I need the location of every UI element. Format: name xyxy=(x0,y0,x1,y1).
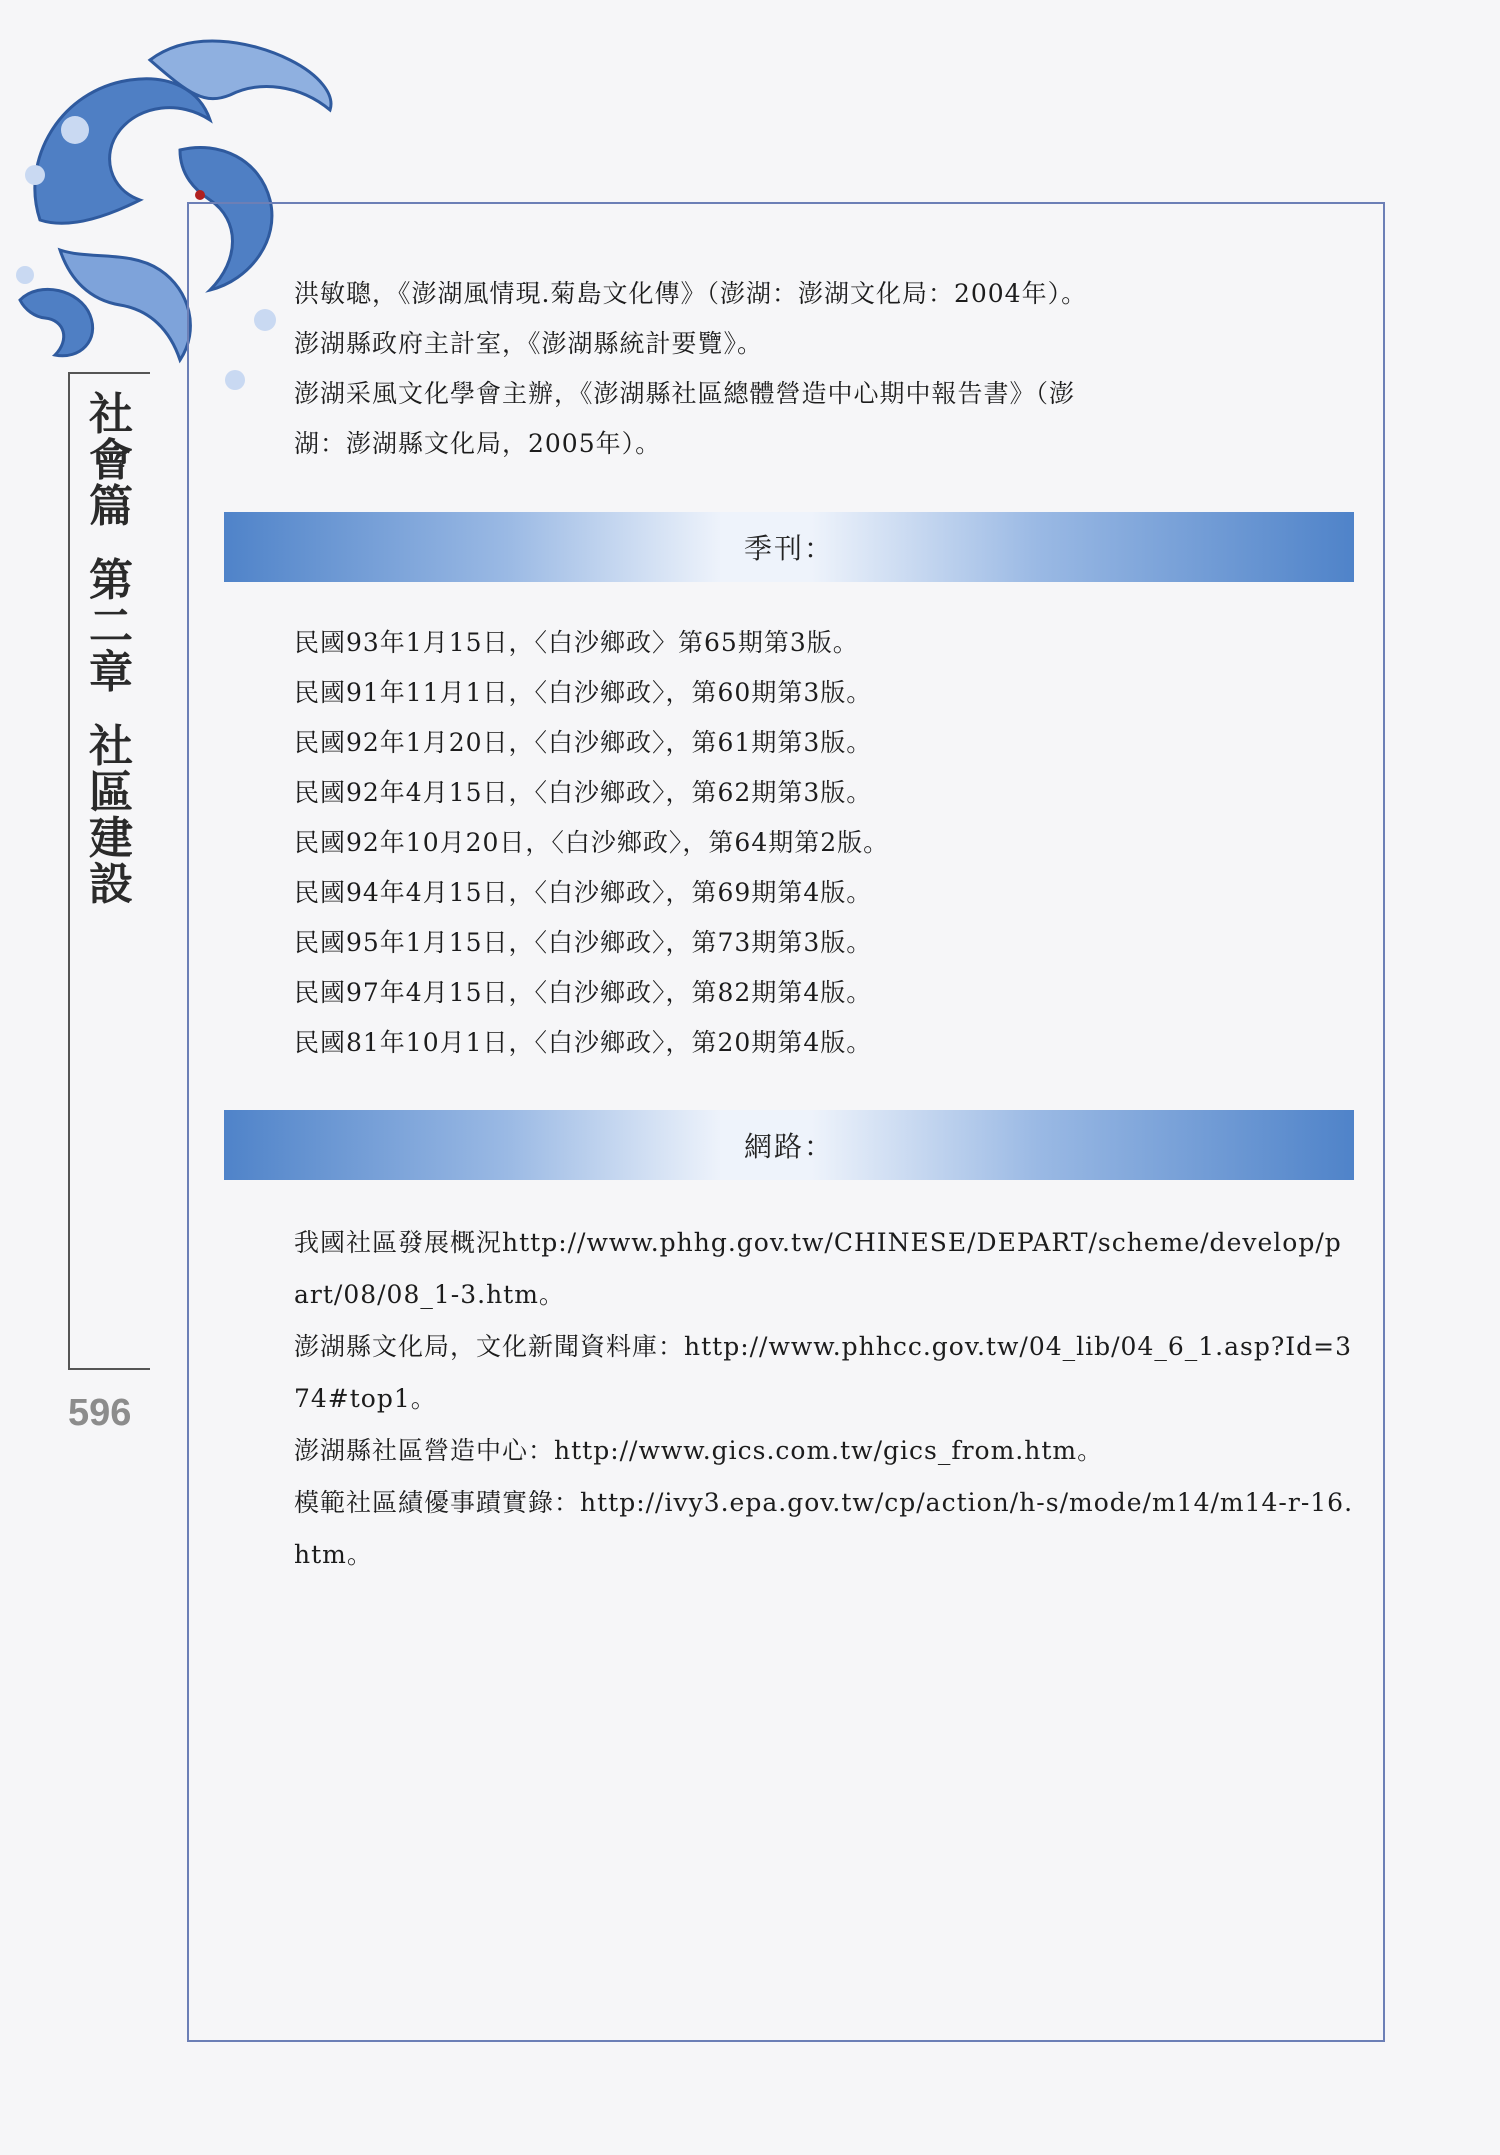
chapter-title-char: 第 xyxy=(89,555,133,606)
book-references xyxy=(294,269,1087,469)
list-item: 民國94年4月15日，〈白沙鄉政〉，第69期第4版。 xyxy=(294,878,873,907)
chapter-title-char: 社 xyxy=(89,721,133,772)
list-item: 民國92年4月15日，〈白沙鄉政〉，第62期第3版。 xyxy=(294,778,873,807)
chapter-title-vertical xyxy=(86,389,136,910)
chapter-title-char: 建 xyxy=(89,813,133,864)
section-banner-internet xyxy=(224,1110,1354,1180)
reference-line: 洪敏聰，《澎湖風情現.菊島文化傳》（澎湖：澎湖文化局：2004年）。 xyxy=(294,279,1088,308)
section-banner-quarterly xyxy=(224,512,1354,582)
chapter-title-char: 會 xyxy=(89,435,133,486)
list-item: 我國社區發展概況http://www.phhg.gov.tw/CHINESE/DEPART/scheme/develop/part/08/08_1-3.htm。 xyxy=(294,1228,1342,1309)
reference-line: 湖：澎湖縣文化局，2005年）。 xyxy=(294,429,662,458)
list-item: 民國93年1月15日，〈白沙鄉政〉第65期第3版。 xyxy=(294,628,859,657)
reference-line: 澎湖縣政府主計室，《澎湖縣統計要覽》。 xyxy=(294,329,764,358)
list-item: 民國95年1月15日，〈白沙鄉政〉，第73期第3版。 xyxy=(294,928,873,957)
list-item: 民國92年1月20日，〈白沙鄉政〉，第61期第3版。 xyxy=(294,728,873,757)
chapter-title-char: 二 xyxy=(89,601,133,652)
chapter-title-char: 設 xyxy=(89,859,133,910)
list-item: 民國91年11月1日，〈白沙鄉政〉，第60期第3版。 xyxy=(294,678,873,707)
page-number: 596 xyxy=(68,1392,132,1434)
list-item: 民國97年4月15日，〈白沙鄉政〉，第82期第4版。 xyxy=(294,978,873,1007)
list-item: 澎湖縣社區營造中心：http://www.gics.com.tw/gics_from.htm。 xyxy=(294,1436,1104,1465)
list-item: 模範社區績優事蹟實錄：http://ivy3.epa.gov.tw/cp/action/h-s/mode/m14/m14-r-16.htm。 xyxy=(294,1488,1354,1569)
section-heading: 季刊： xyxy=(743,532,834,565)
chapter-title-char: 區 xyxy=(89,767,133,818)
reference-line: 澎湖采風文化學會主辦，《澎湖縣社區總體營造中心期中報告書》（澎 xyxy=(294,379,1076,408)
section-heading: 網路： xyxy=(743,1130,834,1163)
list-item: 民國92年10月20日，〈白沙鄉政〉，第64期第2版。 xyxy=(294,828,890,857)
chapter-title-char: 社 xyxy=(89,389,133,440)
chapter-title-char: 篇 xyxy=(89,481,133,532)
quarterly-list xyxy=(294,618,889,1068)
list-item: 民國81年10月1日，〈白沙鄉政〉，第20期第4版。 xyxy=(294,1028,873,1057)
chapter-title-char: 章 xyxy=(89,647,133,698)
list-item: 澎湖縣文化局，文化新聞資料庫：http://www.phhcc.gov.tw/04_lib/04_6_1.asp?Id=374#top1。 xyxy=(294,1332,1352,1413)
internet-list xyxy=(294,1217,1354,1581)
